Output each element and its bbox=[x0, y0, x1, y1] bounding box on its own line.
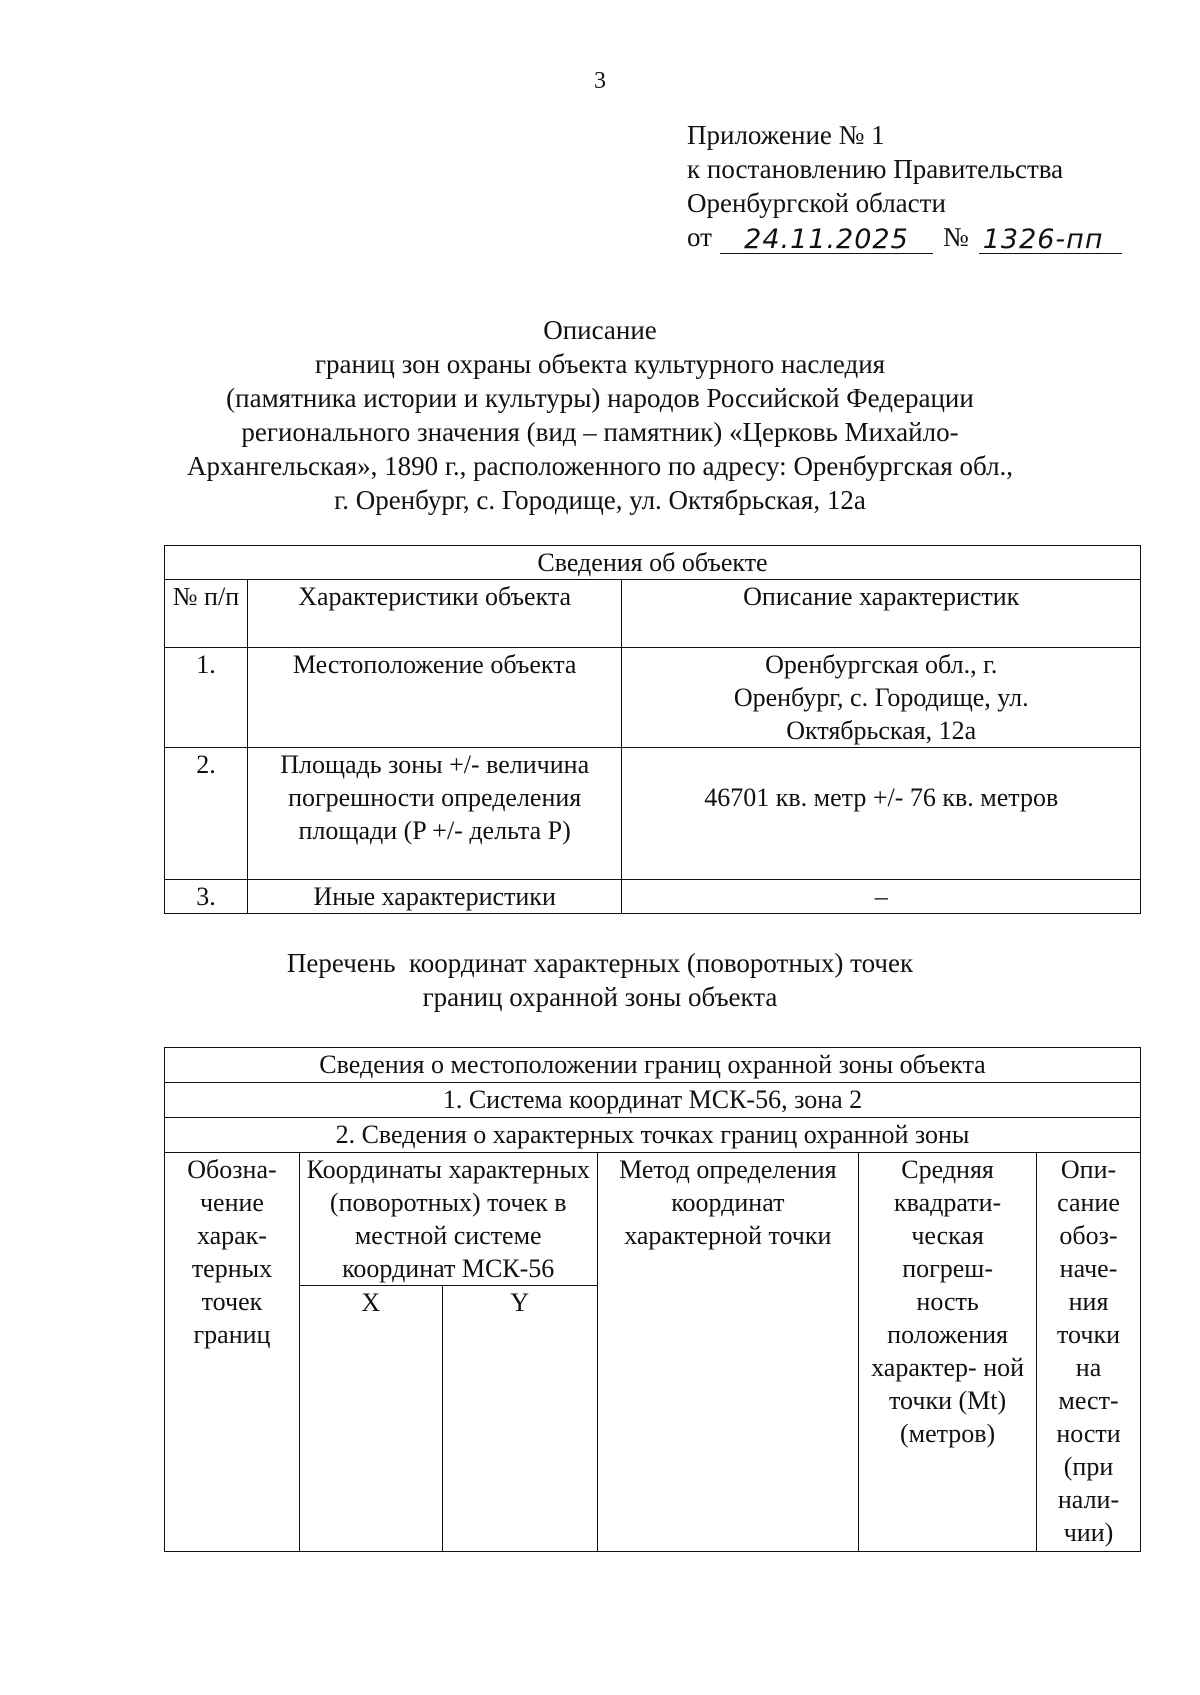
col-designation: Обозна- чение харак- терных точек границ bbox=[165, 1153, 300, 1552]
appendix-line-3: Оренбургской области bbox=[687, 188, 946, 218]
row-name: Иные характеристики bbox=[247, 880, 622, 914]
col-y: Y bbox=[442, 1286, 597, 1552]
row-name: Местоположение объекта bbox=[247, 648, 622, 748]
row-value: 46701 кв. метр +/- 76 кв. метров bbox=[622, 748, 1141, 880]
col-coordinates: Координаты характерных (поворотных) точек в местной системе координат МСК-56 bbox=[299, 1153, 597, 1286]
row-num: 1. bbox=[165, 648, 248, 748]
row-value: Оренбургская обл., г. Оренбург, с. Городище, ул. Октябрьская, 12а bbox=[622, 648, 1141, 748]
title-line: Архангельская», 1890 г., расположенного по адресу: Оренбургская обл., bbox=[186, 451, 1014, 481]
number-label: № bbox=[942, 222, 969, 252]
coordinates-list-title bbox=[0, 946, 1200, 1014]
appendix-signature-row bbox=[687, 220, 1122, 254]
col-description: Опи- сание обоз- наче- ния точки на мест- ности (при нали- чии) bbox=[1037, 1153, 1141, 1552]
row-num: 2. bbox=[165, 748, 248, 880]
appendix-block bbox=[687, 118, 1122, 254]
coords-row-points: 2. Сведения о характерных точках границ охранной зоны bbox=[165, 1118, 1141, 1153]
document-title bbox=[0, 313, 1200, 517]
handwritten-date: 24.11.2025 bbox=[720, 227, 933, 254]
row-value: – bbox=[622, 880, 1141, 914]
coords-row-system: 1. Система координат МСК-56, зона 2 bbox=[165, 1083, 1141, 1118]
row-num: 3. bbox=[165, 880, 248, 914]
title-line: Описание bbox=[543, 315, 657, 345]
title-line: (памятника истории и культуры) народов Российской Федерации bbox=[226, 383, 974, 413]
col-error: Средняя квадрати- ческая погреш- ность положения характер- ной точки (Mt) (метров) bbox=[859, 1153, 1037, 1552]
from-label: от bbox=[687, 222, 712, 252]
list-title-line-1: Перечень координат характерных (поворотных) точек bbox=[286, 948, 914, 978]
row-name: Площадь зоны +/- величина погрешности определения площади (P +/- дельта P) bbox=[247, 748, 622, 880]
appendix-line-2: к постановлению Правительства bbox=[687, 154, 1064, 184]
col-x: X bbox=[299, 1286, 442, 1552]
col-method: Метод определения координат характерной точки bbox=[597, 1153, 859, 1552]
header-num: № п/п bbox=[165, 580, 248, 648]
header-description: Описание характеристик bbox=[622, 580, 1141, 648]
coords-row-location: Сведения о местоположении границ охранной зоны объекта bbox=[165, 1048, 1141, 1083]
page-number: 3 bbox=[594, 68, 606, 94]
title-line: регионального значения (вид – памятник) «Церковь Михайло- bbox=[241, 417, 959, 447]
coordinates-table bbox=[164, 1047, 1141, 1552]
handwritten-number: 1326-пп bbox=[979, 227, 1122, 254]
object-info-table bbox=[164, 545, 1141, 914]
appendix-line-1: Приложение № 1 bbox=[687, 120, 885, 150]
list-title-line-2: границ охранной зоны объекта bbox=[422, 982, 778, 1012]
header-characteristic: Характеристики объекта bbox=[247, 580, 622, 648]
object-table-caption: Сведения об объекте bbox=[165, 546, 1141, 580]
title-line: границ зон охраны объекта культурного наследия bbox=[314, 349, 886, 379]
title-line: г. Оренбург, с. Городище, ул. Октябрьская, 12а bbox=[334, 485, 866, 515]
